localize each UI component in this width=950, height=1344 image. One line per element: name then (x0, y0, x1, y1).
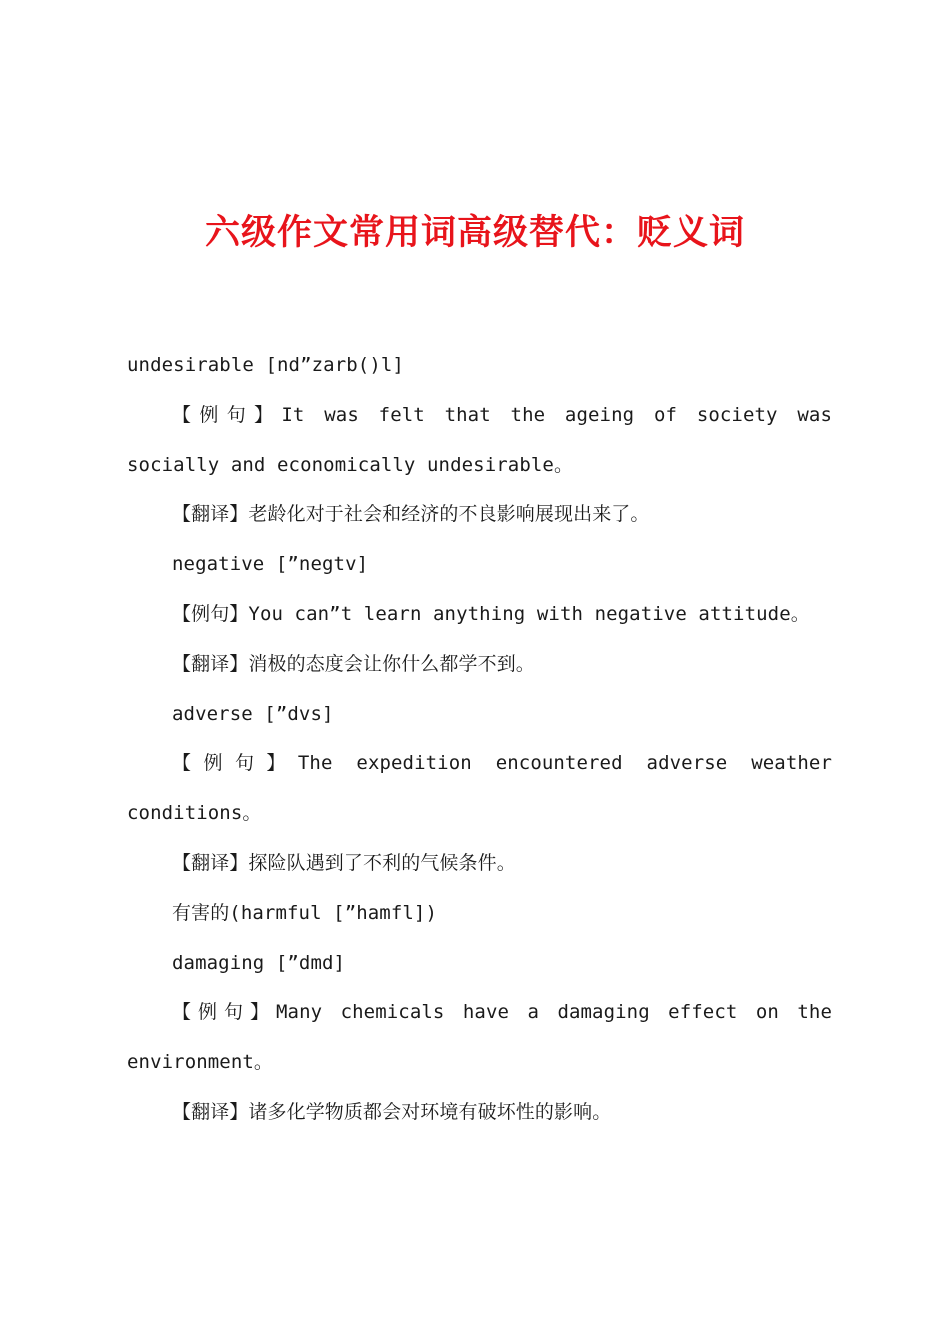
entry-translation-negative: 【翻译】消极的态度会让你什么都学不到。 (172, 652, 535, 675)
document-title: 六级作文常用词高级替代：贬义词 (204, 212, 745, 253)
entry-example-damaging: 【例句】Many chemicals have a damaging effect on the environment。 (127, 1001, 832, 1074)
entry-translation-damaging: 【翻译】诸多化学物质都会对环境有破坏性的影响。 (172, 1100, 612, 1123)
entry-word-negative: negative [”negtv] (172, 553, 369, 576)
entry-translation-adverse: 【翻译】探险队遇到了不利的气候条件。 (172, 851, 516, 874)
entry-word-undesirable: undesirable [nd”zarb()l] (127, 354, 404, 376)
entry-translation-undesirable: 【翻译】老龄化对于社会和经济的不良影响展现出来了。 (172, 503, 650, 526)
entry-example-negative: 【例句】You can”t learn anything with negative attitude。 (172, 602, 810, 625)
entry-example-undesirable: 【例句】It was felt that the ageing of society was socially and economically undesirable。 (127, 403, 832, 476)
entry-example-adverse: 【例句】The expedition encountered adverse weather conditions。 (127, 752, 832, 825)
document-body (127, 341, 832, 1138)
entry-word-damaging: damaging [”dmd] (172, 951, 346, 974)
entry-word-adverse: adverse [”dvs] (172, 702, 334, 725)
entry-word-harmful: 有害的(harmful [”hamfl]) (172, 901, 438, 924)
